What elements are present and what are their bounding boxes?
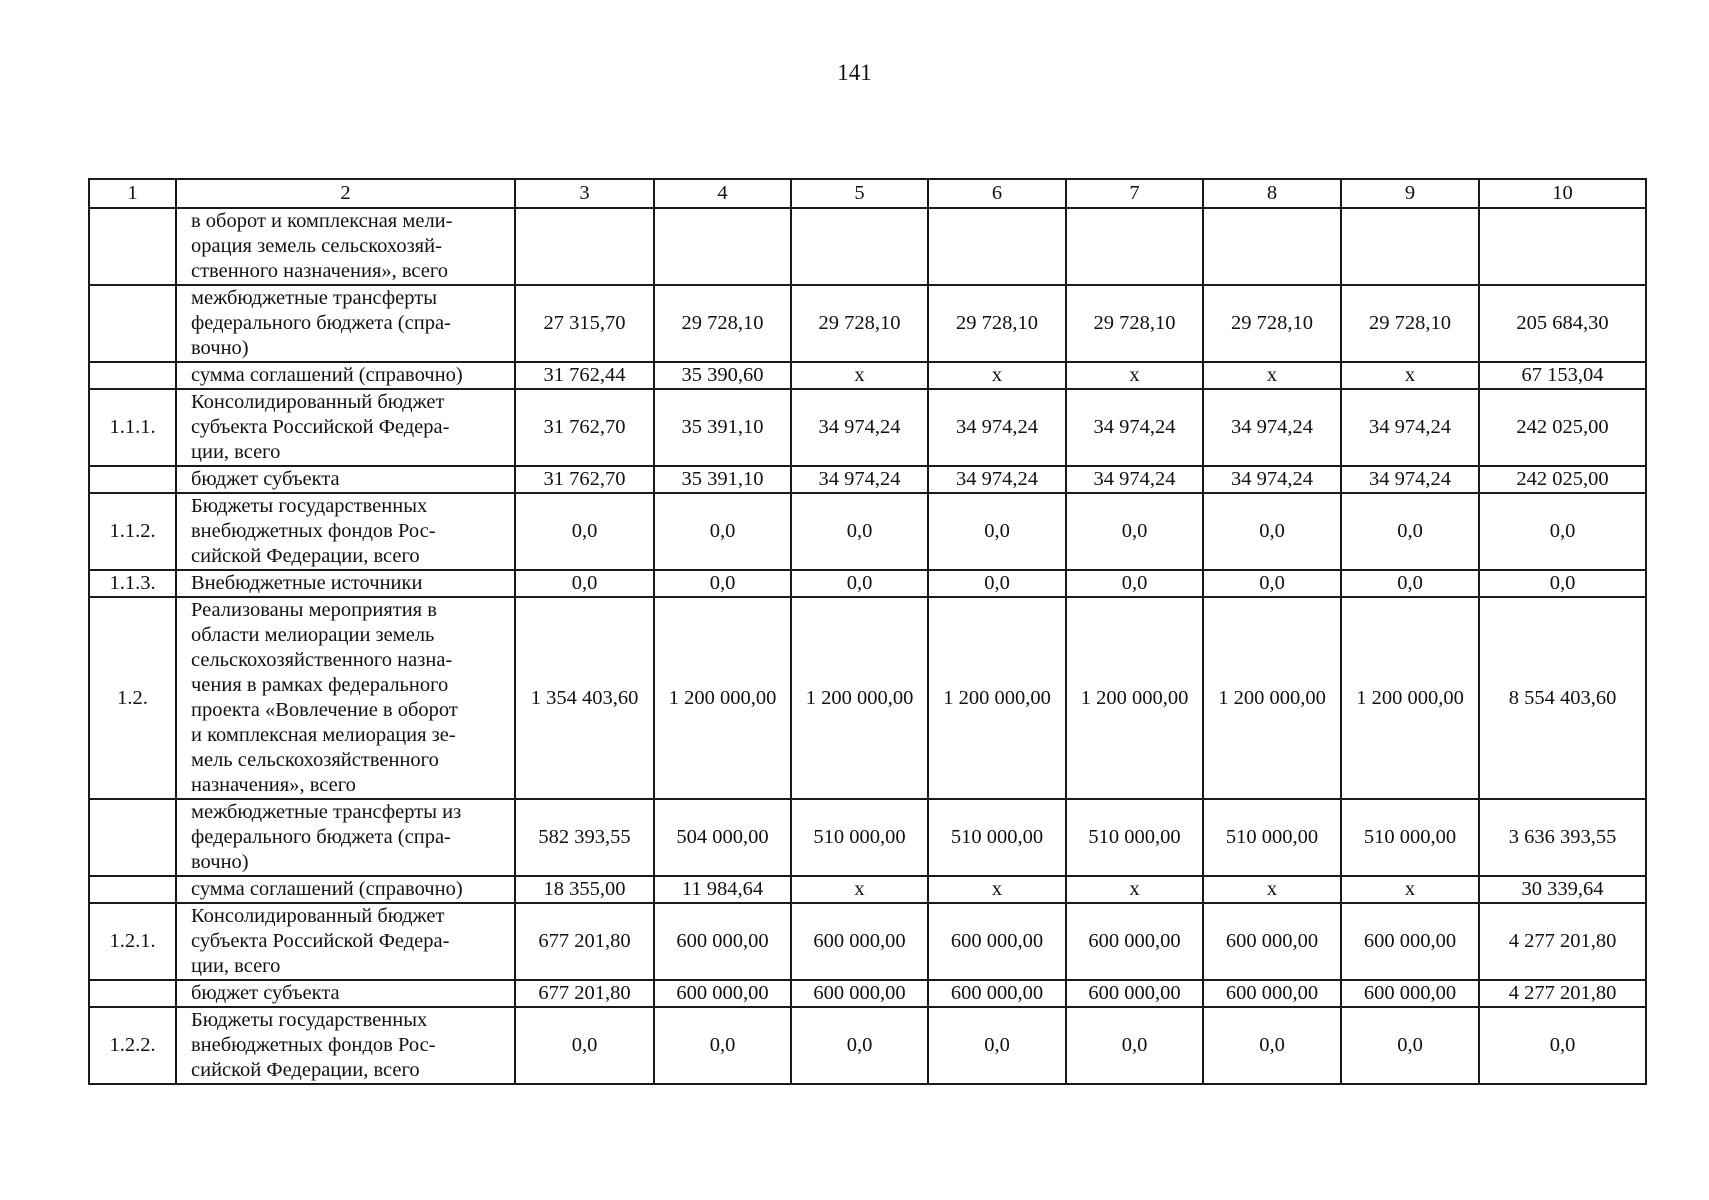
value-cell-col-5: 510 000,00: [791, 799, 928, 876]
value-cell-col-9: х: [1341, 876, 1479, 903]
value-cell-col-3: 0,0: [515, 1007, 654, 1084]
value-cell-col-4: 0,0: [654, 570, 791, 597]
value-cell-col-3: 0,0: [515, 570, 654, 597]
value-cell-col-5: х: [791, 362, 928, 389]
value-cell-col-7: 600 000,00: [1066, 980, 1203, 1007]
value-cell-col-6: 29 728,10: [928, 285, 1066, 362]
value-cell-col-7: 29 728,10: [1066, 285, 1203, 362]
value-cell-col-7: 510 000,00: [1066, 799, 1203, 876]
value-cell-col-10: 0,0: [1479, 1007, 1646, 1084]
value-cell-col-4: 29 728,10: [654, 285, 791, 362]
value-cell-col-4: 35 391,10: [654, 389, 791, 466]
table-body: [89, 179, 1646, 1084]
value-cell-col-8: 34 974,24: [1203, 466, 1341, 493]
value-cell-col-10: 0,0: [1479, 570, 1646, 597]
description-line: субъекта Российской Федера-: [191, 416, 450, 438]
value-cell-col-4: 35 390,60: [654, 362, 791, 389]
value-cell-col-10: 0,0: [1479, 493, 1646, 570]
value-cell-col-9: [1341, 208, 1479, 285]
description-line: ции, всего: [191, 955, 281, 977]
value-cell-col-3: 27 315,70: [515, 285, 654, 362]
header-cell: 7: [1066, 179, 1203, 208]
budget-table: [88, 178, 1647, 1085]
row-code: [89, 208, 176, 285]
header-cell: 9: [1341, 179, 1479, 208]
description-line: федерального бюджета (спра-: [191, 312, 451, 334]
value-cell-col-6: 0,0: [928, 1007, 1066, 1084]
value-cell-col-8: 29 728,10: [1203, 285, 1341, 362]
value-cell-col-7: 600 000,00: [1066, 903, 1203, 980]
row-code: [89, 362, 176, 389]
value-cell-col-8: х: [1203, 876, 1341, 903]
header-cell: 6: [928, 179, 1066, 208]
description-line: ственного назначения», всего: [191, 260, 449, 282]
description-line: внебюджетных фондов Рос-: [191, 1034, 436, 1056]
value-cell-col-7: х: [1066, 876, 1203, 903]
row-description: [176, 285, 515, 362]
row-code: 1.2.1.: [89, 903, 176, 980]
value-cell-col-6: 1 200 000,00: [928, 597, 1066, 799]
description-line: Внебюджетные источники: [191, 572, 423, 594]
value-cell-col-5: [791, 208, 928, 285]
table-row: [89, 570, 1646, 597]
value-cell-col-5: 0,0: [791, 570, 928, 597]
description-line: проекта «Вовлечение в оборот: [191, 699, 458, 721]
row-description: [176, 466, 515, 493]
description-line: сийской Федерации, всего: [191, 545, 420, 567]
row-description: [176, 493, 515, 570]
table-row: [89, 362, 1646, 389]
description-line: орация земель сельскохозяй-: [191, 235, 442, 257]
row-description: [176, 362, 515, 389]
description-line: Консолидированный бюджет: [191, 905, 445, 927]
value-cell-col-5: 0,0: [791, 493, 928, 570]
value-cell-col-6: х: [928, 362, 1066, 389]
value-cell-col-8: 0,0: [1203, 1007, 1341, 1084]
table-row: [89, 876, 1646, 903]
value-cell-col-8: 34 974,24: [1203, 389, 1341, 466]
value-cell-col-5: 29 728,10: [791, 285, 928, 362]
description-line: Бюджеты государственных: [191, 1009, 428, 1031]
value-cell-col-3: 1 354 403,60: [515, 597, 654, 799]
description-line: вочно): [191, 337, 249, 359]
description-line: внебюджетных фондов Рос-: [191, 520, 436, 542]
value-cell-col-5: 1 200 000,00: [791, 597, 928, 799]
value-cell-col-6: 510 000,00: [928, 799, 1066, 876]
value-cell-col-4: 0,0: [654, 493, 791, 570]
value-cell-col-9: 600 000,00: [1341, 903, 1479, 980]
value-cell-col-10: 4 277 201,80: [1479, 903, 1646, 980]
description-line: Консолидированный бюджет: [191, 391, 445, 413]
value-cell-col-9: 29 728,10: [1341, 285, 1479, 362]
description-line: межбюджетные трансферты из: [191, 801, 462, 823]
table-row: [89, 389, 1646, 466]
row-description: [176, 903, 515, 980]
value-cell-col-9: 34 974,24: [1341, 466, 1479, 493]
value-cell-col-6: [928, 208, 1066, 285]
value-cell-col-6: 34 974,24: [928, 466, 1066, 493]
description-line: назначения», всего: [191, 774, 356, 796]
row-description: [176, 980, 515, 1007]
description-line: межбюджетные трансферты: [191, 287, 437, 309]
value-cell-col-7: х: [1066, 362, 1203, 389]
description-line: сумма соглашений (справочно): [191, 364, 463, 386]
value-cell-col-4: 1 200 000,00: [654, 597, 791, 799]
value-cell-col-5: 34 974,24: [791, 389, 928, 466]
value-cell-col-4: [654, 208, 791, 285]
row-description: [176, 389, 515, 466]
value-cell-col-10: 242 025,00: [1479, 466, 1646, 493]
description-line: мель сельскохозяйственного: [191, 749, 439, 771]
value-cell-col-9: 0,0: [1341, 1007, 1479, 1084]
value-cell-col-10: 8 554 403,60: [1479, 597, 1646, 799]
row-description: [176, 799, 515, 876]
header-row: [89, 179, 1646, 208]
description-line: чения в рамках федерального: [191, 674, 449, 696]
table-row: [89, 208, 1646, 285]
table-row: [89, 493, 1646, 570]
row-code: 1.2.2.: [89, 1007, 176, 1084]
value-cell-col-9: 600 000,00: [1341, 980, 1479, 1007]
description-line: Реализованы мероприятия в: [191, 599, 437, 621]
value-cell-col-3: 31 762,70: [515, 389, 654, 466]
description-line: сельскохозяйственного назна-: [191, 649, 453, 671]
value-cell-col-6: 600 000,00: [928, 903, 1066, 980]
page-number: 141: [837, 60, 872, 85]
description-line: федерального бюджета (спра-: [191, 826, 451, 848]
table-row: [89, 597, 1646, 799]
value-cell-col-4: 35 391,10: [654, 466, 791, 493]
description-line: бюджет субъекта: [191, 468, 340, 490]
value-cell-col-4: 600 000,00: [654, 903, 791, 980]
value-cell-col-7: 0,0: [1066, 493, 1203, 570]
value-cell-col-9: 34 974,24: [1341, 389, 1479, 466]
value-cell-col-3: 18 355,00: [515, 876, 654, 903]
value-cell-col-8: [1203, 208, 1341, 285]
table-row: [89, 285, 1646, 362]
value-cell-col-8: 1 200 000,00: [1203, 597, 1341, 799]
value-cell-col-10: [1479, 208, 1646, 285]
table-row: [89, 903, 1646, 980]
value-cell-col-3: 0,0: [515, 493, 654, 570]
row-code: [89, 466, 176, 493]
value-cell-col-9: 1 200 000,00: [1341, 597, 1479, 799]
value-cell-col-5: 34 974,24: [791, 466, 928, 493]
value-cell-col-8: 510 000,00: [1203, 799, 1341, 876]
description-line: сийской Федерации, всего: [191, 1059, 420, 1081]
row-code: 1.1.3.: [89, 570, 176, 597]
value-cell-col-6: 600 000,00: [928, 980, 1066, 1007]
value-cell-col-10: 30 339,64: [1479, 876, 1646, 903]
value-cell-col-8: 600 000,00: [1203, 980, 1341, 1007]
row-code: [89, 799, 176, 876]
value-cell-col-5: 600 000,00: [791, 903, 928, 980]
value-cell-col-6: 0,0: [928, 570, 1066, 597]
description-line: сумма соглашений (справочно): [191, 878, 463, 900]
table-row: [89, 980, 1646, 1007]
header-cell: 8: [1203, 179, 1341, 208]
value-cell-col-9: 0,0: [1341, 493, 1479, 570]
value-cell-col-3: 677 201,80: [515, 903, 654, 980]
value-cell-col-7: [1066, 208, 1203, 285]
value-cell-col-7: 1 200 000,00: [1066, 597, 1203, 799]
value-cell-col-5: х: [791, 876, 928, 903]
value-cell-col-6: х: [928, 876, 1066, 903]
value-cell-col-8: 0,0: [1203, 570, 1341, 597]
value-cell-col-10: 4 277 201,80: [1479, 980, 1646, 1007]
value-cell-col-8: х: [1203, 362, 1341, 389]
value-cell-col-7: 34 974,24: [1066, 389, 1203, 466]
value-cell-col-3: 31 762,70: [515, 466, 654, 493]
row-description: [176, 208, 515, 285]
description-line: в оборот и комплексная мели-: [191, 210, 453, 232]
value-cell-col-5: 0,0: [791, 1007, 928, 1084]
value-cell-col-9: х: [1341, 362, 1479, 389]
value-cell-col-3: 677 201,80: [515, 980, 654, 1007]
value-cell-col-10: 3 636 393,55: [1479, 799, 1646, 876]
description-line: бюджет субъекта: [191, 982, 340, 1004]
header-cell: 1: [89, 179, 176, 208]
description-line: вочно): [191, 851, 249, 873]
row-code: [89, 980, 176, 1007]
description-line: Бюджеты государственных: [191, 495, 428, 517]
value-cell-col-7: 0,0: [1066, 1007, 1203, 1084]
value-cell-col-4: 11 984,64: [654, 876, 791, 903]
description-line: ции, всего: [191, 441, 281, 463]
description-line: области мелиорации земель: [191, 624, 435, 646]
value-cell-col-3: 31 762,44: [515, 362, 654, 389]
value-cell-col-7: 34 974,24: [1066, 466, 1203, 493]
value-cell-col-4: 0,0: [654, 1007, 791, 1084]
value-cell-col-10: 205 684,30: [1479, 285, 1646, 362]
row-code: 1.1.2.: [89, 493, 176, 570]
table-row: [89, 1007, 1646, 1084]
value-cell-col-3: [515, 208, 654, 285]
header-cell: 10: [1479, 179, 1646, 208]
value-cell-col-6: 0,0: [928, 493, 1066, 570]
description-line: субъекта Российской Федера-: [191, 930, 450, 952]
row-description: [176, 1007, 515, 1084]
value-cell-col-5: 600 000,00: [791, 980, 928, 1007]
row-code: [89, 876, 176, 903]
value-cell-col-8: 0,0: [1203, 493, 1341, 570]
value-cell-col-10: 67 153,04: [1479, 362, 1646, 389]
header-cell: 4: [654, 179, 791, 208]
description-line: и комплексная мелиорация зе-: [191, 724, 456, 746]
header-cell: 2: [176, 179, 515, 208]
row-code: 1.2.: [89, 597, 176, 799]
row-code: [89, 285, 176, 362]
value-cell-col-6: 34 974,24: [928, 389, 1066, 466]
table-row: [89, 799, 1646, 876]
value-cell-col-4: 600 000,00: [654, 980, 791, 1007]
header-cell: 3: [515, 179, 654, 208]
row-description: [176, 876, 515, 903]
value-cell-col-4: 504 000,00: [654, 799, 791, 876]
table-row: [89, 466, 1646, 493]
row-description: [176, 570, 515, 597]
value-cell-col-8: 600 000,00: [1203, 903, 1341, 980]
value-cell-col-3: 582 393,55: [515, 799, 654, 876]
header-cell: 5: [791, 179, 928, 208]
value-cell-col-7: 0,0: [1066, 570, 1203, 597]
value-cell-col-9: 0,0: [1341, 570, 1479, 597]
value-cell-col-10: 242 025,00: [1479, 389, 1646, 466]
value-cell-col-9: 510 000,00: [1341, 799, 1479, 876]
row-code: 1.1.1.: [89, 389, 176, 466]
row-description: [176, 597, 515, 799]
